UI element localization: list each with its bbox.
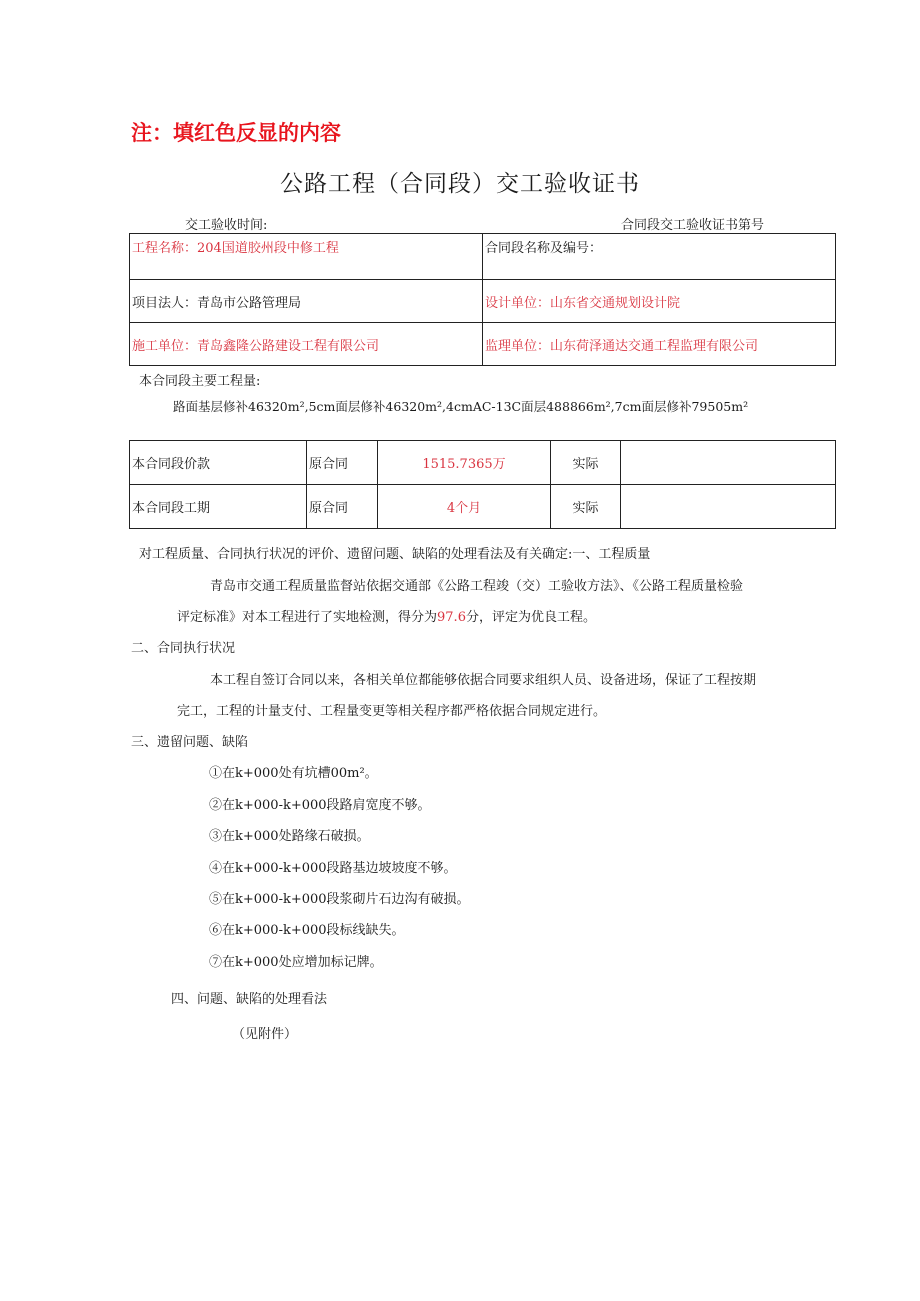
- quality-line-1: 青岛市交通工程质量监督站依据交通部《公路工程竣（交）工验收方法》、《公路工程质量检验: [210, 579, 744, 594]
- list-item: ④在k+000-k+000段路基边坡坡度不够。: [209, 861, 457, 876]
- supervision-unit-cell: 监理单位：山东荷泽通达交通工程监理有限公司: [483, 323, 836, 366]
- price-label: 本合同段价款: [130, 441, 307, 485]
- project-name-cell: 工程名称：204国道胶州段中修工程: [130, 234, 483, 280]
- quality-text-after-score: 分，评定为优良工程。: [465, 610, 596, 625]
- list-item: ①在k+000处有坑槽00m²。: [209, 766, 378, 781]
- duration-original-label: 原合同: [307, 485, 378, 529]
- duration-label: 本合同段工期: [130, 485, 307, 529]
- duration-actual-label: 实际: [551, 485, 621, 529]
- list-item: ③在k+000处路缘石破损。: [209, 829, 370, 844]
- project-info-table: [129, 233, 836, 366]
- table-row: [130, 441, 836, 485]
- quality-text-before-score: 评定标准》对本工程进行了实地检测，得分为: [177, 610, 438, 625]
- duration-original-value: 4个月: [378, 485, 551, 529]
- defects-heading: 三、遗留问题、缺陷: [131, 735, 249, 750]
- certificate-number-label: 合同段交工验收证书第号: [621, 218, 765, 233]
- section-name-cell: 合同段名称及编号：: [483, 234, 836, 280]
- quality-line-2: [177, 606, 596, 625]
- price-actual-label: 实际: [551, 441, 621, 485]
- price-original-label: 原合同: [307, 441, 378, 485]
- duration-actual-value: [621, 485, 836, 529]
- price-actual-value: [621, 441, 836, 485]
- fill-note: 注：填红色反显的内容: [131, 121, 341, 145]
- acceptance-time-label: 交工验收时间:: [185, 218, 268, 233]
- page-title: 公路工程（合同段）交工验收证书: [280, 171, 640, 197]
- price-duration-table: [129, 440, 836, 529]
- main-quantity-label: 本合同段主要工程量:: [139, 374, 261, 389]
- project-owner-cell: 项目法人：青岛市公路管理局: [130, 280, 483, 323]
- contract-line-2: 完工，工程的计量支付、工程量变更等相关程序都严格依据合同规定进行。: [177, 704, 607, 719]
- quality-score: 97.6: [437, 610, 466, 625]
- list-item: ⑦在k+000处应增加标记牌。: [209, 955, 383, 970]
- evaluation-intro: 对工程质量、合同执行状况的评价、遗留问题、缺陷的处理看法及有关确定:一、工程质量: [139, 547, 651, 562]
- contract-heading: 二、合同执行状况: [131, 641, 236, 656]
- list-item: ②在k+000-k+000段路肩宽度不够。: [209, 798, 431, 813]
- contract-line-1: 本工程自签订合同以来，各相关单位都能够依据合同要求组织人员、设备进场，保证了工程按期: [210, 673, 757, 688]
- price-original-value: 1515.7365万: [378, 441, 551, 485]
- handling-text: （见附件）: [232, 1027, 298, 1042]
- table-row: [130, 485, 836, 529]
- construction-unit-cell: 施工单位：青岛鑫隆公路建设工程有限公司: [130, 323, 483, 366]
- main-quantity-text: 路面基层修补46320m²,5cm面层修补46320m²,4cmAC-13C面层488866m²,7cm面层修补79505m²: [173, 399, 749, 414]
- list-item: ⑥在k+000-k+000段标线缺失。: [209, 923, 405, 938]
- handling-heading: 四、问题、缺陷的处理看法: [171, 992, 328, 1007]
- design-unit-cell: 设计单位：山东省交通规划设计院: [483, 280, 836, 323]
- list-item: ⑤在k+000-k+000段浆砌片石边沟有破损。: [209, 892, 470, 907]
